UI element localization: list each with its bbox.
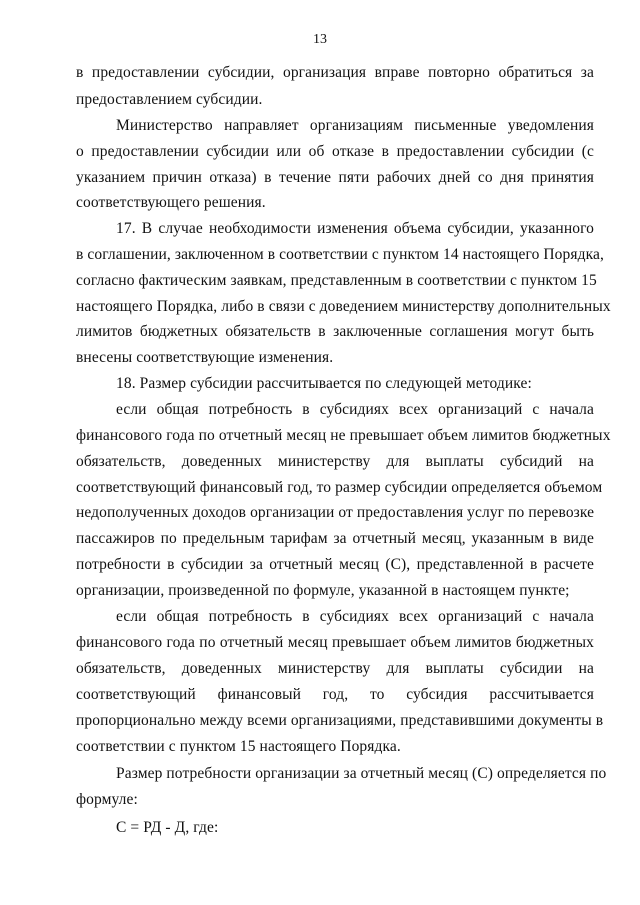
text-line: обязательств, доведенных министерству для выплаты субсидии на — [76, 660, 594, 677]
text-line: о предоставлении субсидии или об отказе в предоставлении субсидии (с — [76, 143, 594, 160]
text-line: внесены соответствующие изменения. — [76, 349, 334, 366]
text-line: настоящего Порядка, либо в связи с доведением министерству дополнительных — [76, 298, 611, 315]
text-line: 17. В случае необходимости изменения объема субсидии, указанного — [116, 220, 594, 237]
formula: С = РД - Д, где: — [116, 819, 219, 836]
text-line: Министерство направляет организациям письменные уведомления — [116, 117, 594, 134]
text-line: пассажиров по предельным тарифам за отчетный месяц, указанным в виде — [76, 530, 594, 547]
text-line: потребности в субсидии за отчетный месяц (С), представленной в расчете — [76, 556, 594, 573]
text-line: обязательств, доведенных министерству для выплаты субсидий на — [76, 453, 594, 470]
text-line: соответствующий финансовый год, то субсидия рассчитывается — [76, 686, 594, 703]
text-line: финансового года по отчетный месяц превышает объем лимитов бюджетных — [76, 634, 594, 651]
text-line: соответствии с пунктом 15 настоящего Порядка. — [76, 738, 401, 755]
text-line: недополученных доходов организации от предоставления услуг по перевозке — [76, 504, 595, 521]
text-line: формуле: — [76, 791, 138, 808]
page-number: 13 — [313, 32, 327, 47]
text-line: в предоставлении субсидии, организация вправе повторно обратиться за — [76, 64, 594, 81]
text-line: соответствующего решения. — [76, 194, 266, 211]
text-line: пропорционально между всеми организациями, представившими документы в — [76, 712, 604, 729]
text-line: финансового года по отчетный месяц не превышает объем лимитов бюджетных — [76, 427, 611, 444]
text-line: соответствующий финансовый год, то размер субсидии определяется объемом — [76, 479, 603, 496]
text-line: в соглашении, заключенном в соответствии с пунктом 14 настоящего Порядка, — [76, 246, 604, 263]
text-line: если общая потребность в субсидиях всех организаций с начала — [116, 401, 594, 418]
text-line: предоставлением субсидии. — [76, 91, 263, 108]
text-line: если общая потребность в субсидиях всех организаций с начала — [116, 608, 594, 625]
text-line: 18. Размер субсидии рассчитывается по следующей методике: — [116, 375, 532, 392]
text-line: Размер потребности организации за отчетный месяц (С) определяется по — [116, 765, 607, 782]
text-line: согласно фактическим заявкам, представленным в соответствии с пунктом 15 — [76, 272, 597, 289]
text-line: организации, произведенной по формуле, указанной в настоящем пункте; — [76, 582, 570, 599]
text-line: лимитов бюджетных обязательств в заключенные соглашения могут быть — [76, 323, 594, 340]
text-line: указанием причин отказа) в течение пяти рабочих дней со дня принятия — [76, 169, 594, 186]
